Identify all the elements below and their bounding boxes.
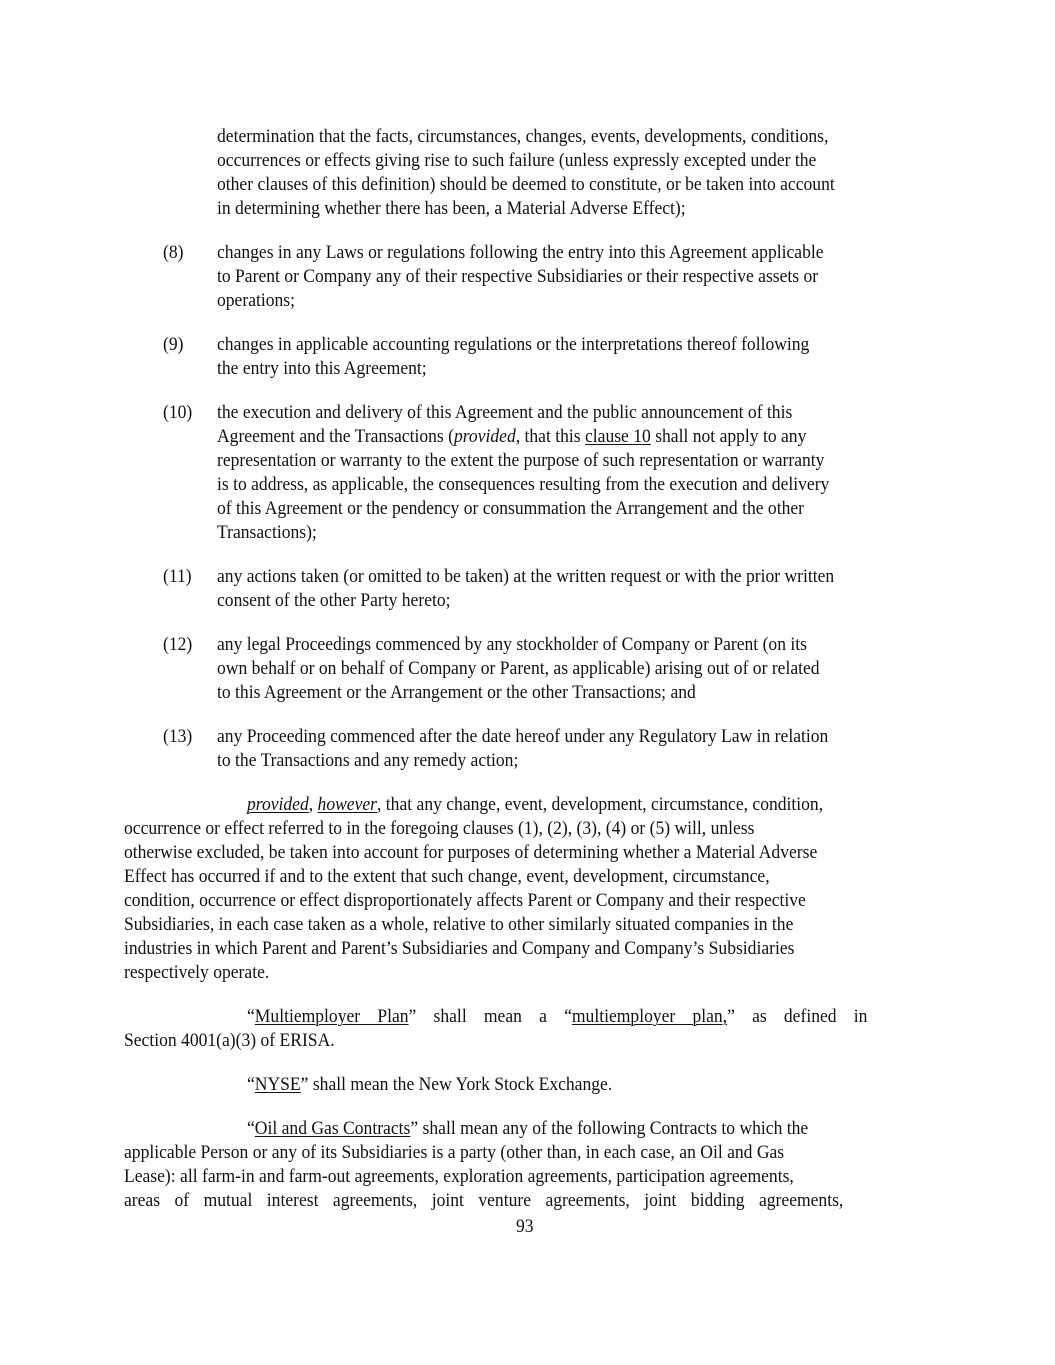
definition-oil-gas-line: Lease): all farm-in and farm-out agreements, exploration agreements, participation agreements, (124, 1166, 794, 1187)
proviso-line: industries in which Parent and Parent’s Subsidiaries and Company and Company’s Subsidiaries (124, 938, 795, 959)
clause-10-line: is to address, as applicable, the consequences resulting from the execution and delivery (217, 474, 830, 495)
clause-8-line: to Parent or Company any of their respective Subsidiaries or their respective assets or (217, 266, 819, 287)
clause-11-line: consent of the other Party hereto; (217, 590, 451, 611)
proviso-line: otherwise excluded, be taken into account for purposes of determining whether a Material Adverse (124, 842, 818, 863)
proviso-line: Effect has occurred if and to the extent that such change, event, development, circumstance, (124, 866, 770, 887)
text-run: “ (247, 1074, 255, 1095)
clause-13-line: to the Transactions and any remedy action; (217, 750, 519, 771)
defined-term-nyse: NYSE (254, 1074, 301, 1095)
defined-term-multiemployer-plan: Multiemployer Plan (254, 1006, 409, 1027)
proviso-line: occurrence or effect referred to in the foregoing clauses (1), (2), (3), (4) or (5) will, unless (124, 818, 755, 839)
definition-multiemployer-line (247, 1005, 867, 1029)
text-run: Agreement and the Transactions ( (217, 426, 454, 447)
clause-10-line: representation or warranty to the extent the purpose of such representation or warranty (217, 450, 825, 471)
text-run: ” shall mean a “ (408, 1006, 572, 1027)
clause-9-line: the entry into this Agreement; (217, 358, 427, 379)
clause-13-line: any Proceeding commenced after the date hereof under any Regulatory Law in relation (217, 726, 829, 747)
text-run: “ (247, 1006, 255, 1027)
definition-multiemployer-line: Section 4001(a)(3) of ERISA. (124, 1030, 335, 1051)
continuation-line: other clauses of this definition) should be deemed to constitute, or be taken into account (217, 174, 835, 195)
text-run: , (308, 794, 318, 815)
clause-10-line (217, 425, 806, 449)
continuation-line: determination that the facts, circumstances, changes, events, developments, conditions, (217, 126, 829, 147)
clause-number: (9) (163, 334, 184, 355)
continuation-line: occurrences or effects giving rise to such failure (unless expressly excepted under the (217, 150, 817, 171)
clause-12-line: any legal Proceedings commenced by any stockholder of Company or Parent (on its (217, 634, 807, 655)
however-italic: however (317, 794, 378, 815)
clause-10-line: the execution and delivery of this Agreement and the public announcement of this (217, 402, 793, 423)
clause-number: (8) (163, 242, 184, 263)
page-number: 93 (516, 1216, 534, 1237)
text-run: “ (247, 1118, 255, 1139)
proviso-line: Subsidiaries, in each case taken as a whole, relative to other similarly situated companies in the (124, 914, 794, 935)
continuation-line: in determining whether there has been, a Material Adverse Effect); (217, 198, 686, 219)
provided-italic: provided (247, 794, 309, 815)
defined-term-multiemployer-plan-lower: multiemployer plan, (571, 1006, 728, 1027)
text-run: ” shall mean the New York Stock Exchange. (300, 1074, 613, 1095)
clause-8-line: operations; (217, 290, 296, 311)
clause-12-line: to this Agreement or the Arrangement or the other Transactions; and (217, 682, 696, 703)
definition-oil-gas-line: applicable Person or any of its Subsidiaries is a party (other than, in each case, an Oil and Gas (124, 1142, 785, 1163)
text-run: , that this (515, 426, 585, 447)
clause-10-line: of this Agreement or the pendency or consummation the Arrangement and the other (217, 498, 805, 519)
clause-12-line: own behalf or on behalf of Company or Parent, as applicable) arising out of or related (217, 658, 820, 679)
clause-number: (11) (163, 566, 192, 587)
text-run: , that any change, event, development, circumstance, condition, (377, 794, 824, 815)
provided-italic: provided (453, 426, 516, 447)
clause-number: (12) (163, 634, 193, 655)
proviso-line: respectively operate. (124, 962, 270, 983)
clause-9-line: changes in applicable accounting regulations or the interpretations thereof following (217, 334, 810, 355)
definition-oil-gas-line (247, 1117, 808, 1141)
definition-nyse-line (247, 1073, 612, 1097)
clause-10-line: Transactions); (217, 522, 317, 543)
clause-number: (10) (163, 402, 193, 423)
clause-number: (13) (163, 726, 193, 747)
defined-term-oil-gas-contracts: Oil and Gas Contracts (254, 1118, 411, 1139)
text-run: shall not apply to any (650, 426, 807, 447)
clause-11-line: any actions taken (or omitted to be taken) at the written request or with the prior written (217, 566, 835, 587)
clause-10-reference: clause 10 (584, 426, 651, 447)
text-run: ” shall mean any of the following Contracts to which the (410, 1118, 809, 1139)
proviso-line: condition, occurrence or effect disproportionately affects Parent or Company and their respective (124, 890, 806, 911)
clause-8-line: changes in any Laws or regulations following the entry into this Agreement applicable (217, 242, 824, 263)
proviso-line (247, 793, 823, 817)
definition-oil-gas-line: areas of mutual interest agreements, joint venture agreements, joint bidding agreements, (124, 1190, 844, 1211)
text-run: ” as defined in (727, 1006, 868, 1027)
